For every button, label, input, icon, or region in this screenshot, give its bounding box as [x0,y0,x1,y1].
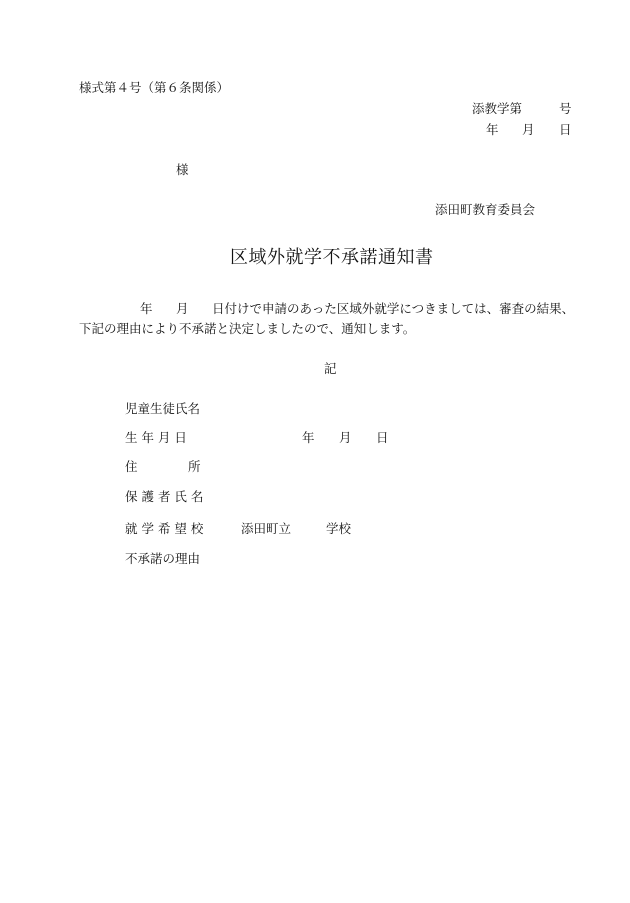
issuer: 添田町教育委員会 [435,202,536,217]
birth-date-label: 生 年 月 日 [125,430,187,445]
ki-heading: 記 [324,361,337,376]
body-year: 年 [140,301,153,316]
doc-number-suffix: 号 [559,101,572,116]
guardian-name-label: 保 護 者 氏 名 [125,489,204,504]
address-label-first: 住 [125,459,138,474]
doc-date-year: 年 [486,122,499,137]
school-suffix: 学校 [326,521,352,536]
birth-year: 年 [302,430,315,445]
rejection-reason-label: 不承諾の理由 [125,551,201,566]
document-title: 区域外就学不承諾通知書 [230,247,434,268]
addressee-suffix: 様 [176,162,189,177]
doc-date-month: 月 [522,122,535,137]
desired-school-label: 就 学 希 望 校 [125,521,204,536]
student-name-label: 児童生徒氏名 [125,401,201,416]
birth-day: 日 [376,430,389,445]
body-line-2: 下記の理由により不承諾と決定しましたので、通知します。 [79,321,416,336]
doc-number-prefix: 添教学第 [472,101,523,116]
body-month: 月 [176,301,189,316]
birth-month: 月 [339,430,352,445]
school-prefix: 添田町立 [241,521,292,536]
address-label-second: 所 [188,459,201,474]
body-line-1: 日付けで申請のあった区域外就学につきましては、審査の結果、 [212,301,575,316]
form-label: 様式第４号（第６条関係） [79,80,230,95]
doc-date-day: 日 [559,122,572,137]
